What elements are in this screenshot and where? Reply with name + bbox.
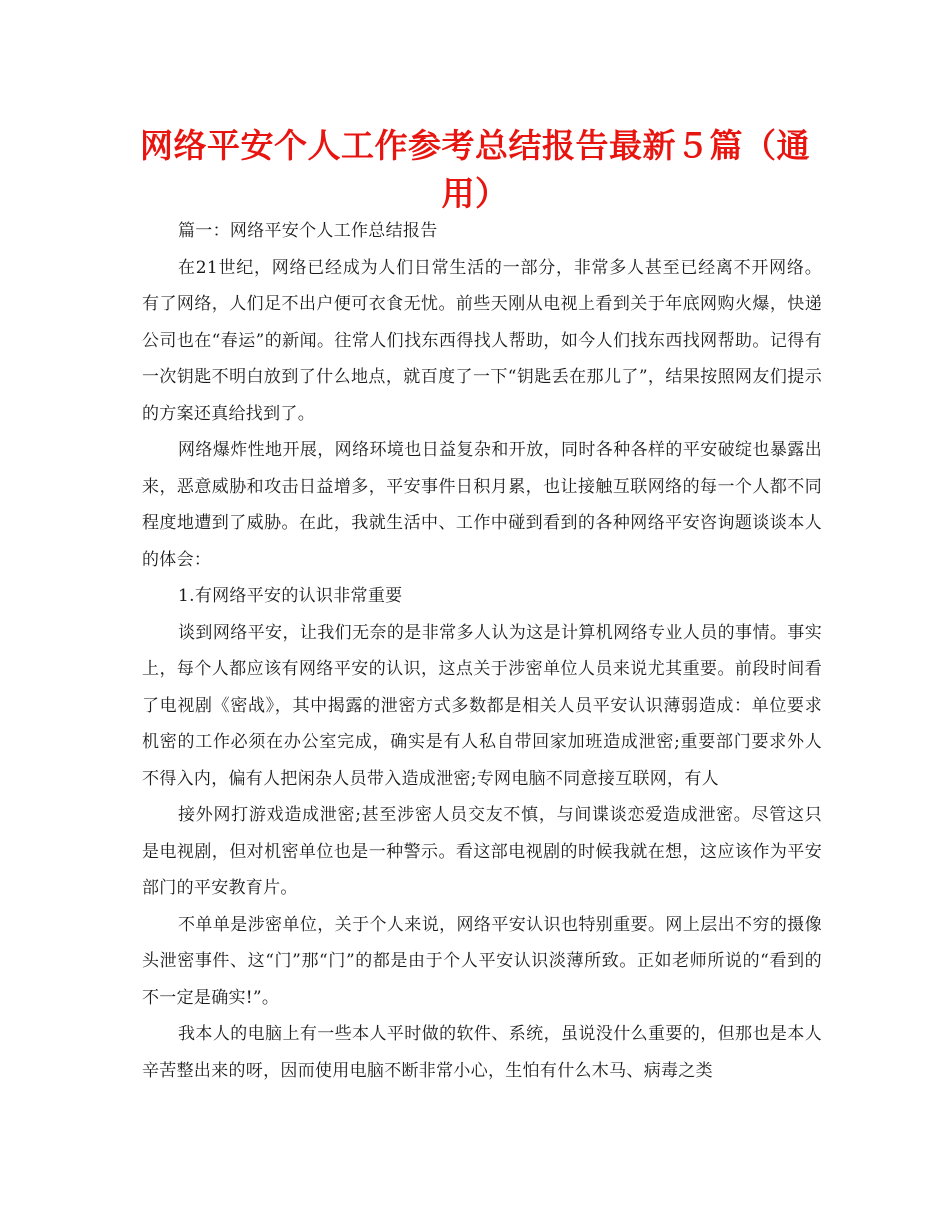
subsection-heading: 1.有网络平安的认识非常重要 [178,586,403,606]
document-title: 网络平安个人工作参考总结报告最新５篇（通用） [140,126,810,213]
paragraph: 不单单是涉密单位，关于个人来说，网络平安认识也特别重要。网上层出不穷的摄像头泄密事件、这“门”那“门”的都是由于个人平安认识淡薄所致。正如老师所说的“看到的不一定是确实!”。 [142,914,822,1008]
paragraph: 谈到网络平安，让我们无奈的是非常多人认为这是计算机网络专业人员的事情。事实上，每个人都应该有网络平安的认识，这点关于涉密单位人员来说尤其重要。前段时间看了电视剧《密战》，其中揭露的泄密方式多数都是相关人员平安认识薄弱造成：单位要求机密的工作必须在办公室完成，确实是有人私自带回家加班造成泄密;重要部门要求外人不得入内，偏有人把闲杂人员带入造成泄密;专网电脑不同意接互联网，有人 [142,622,822,789]
document-body [142,213,822,1089]
paragraph: 我本人的电脑上有一些本人平时做的软件、系统，虽说没什么重要的，但那也是本人辛苦整出来的呀，因而使用电脑不断非常小心，生怕有什么木马、病毒之类 [142,1024,822,1081]
paragraph: 接外网打游戏造成泄密;甚至涉密人员交友不慎，与间谍谈恋爱造成泄密。尽管这只是电视剧，但对机密单位也是一种警示。看这部电视剧的时候我就在想，这应该作为平安部门的平安教育片。 [142,805,822,898]
paragraph: 网络爆炸性地开展，网络环境也日益复杂和开放，同时各种各样的平安破绽也暴露出来，恶意威胁和攻击日益增多，平安事件日积月累，也让接触互联网络的每一个人都不同程度地遭到了威胁。在此，我就生活中、工作中碰到看到的各种网络平安咨询题谈谈本人的体会： [142,440,822,570]
section-heading: 篇一：网络平安个人工作总结报告 [178,221,438,241]
paragraph: 在21世纪，网络已经成为人们日常生活的一部分，非常多人甚至已经离不开网络。有了网络，人们足不出户便可衣食无忧。前些天刚从电视上看到关于年底网购火爆，快递公司也在“春运”的新闻。往常人们找东西得找人帮助，如今人们找东西找网帮助。记得有一次钥匙不明白放到了什么地点，就百度了一下“钥匙丢在那儿了”，结果按照网友们提示的方案还真给找到了。 [142,257,822,424]
